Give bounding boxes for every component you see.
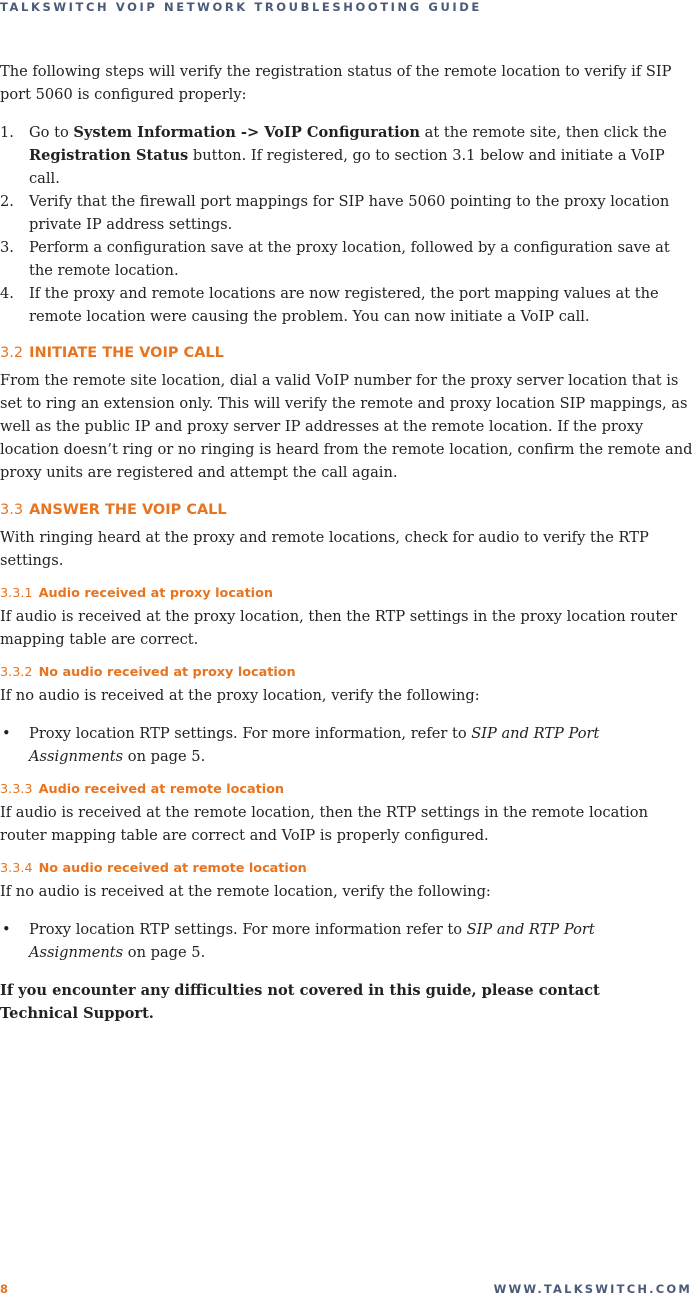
list-item	[0, 190, 693, 236]
cross-reference: SIP and RTP Port Assignments	[29, 921, 595, 961]
subsection-body: If audio is received at the remote location, then the RTP settings in the remote location router mapping table are correct and VoIP is properly configured.	[0, 804, 648, 844]
step-number: 4.	[0, 285, 14, 302]
section-heading-3-3	[0, 500, 693, 520]
document-body	[0, 60, 693, 1025]
subsection-number: 3.3.2	[0, 665, 33, 680]
list-item	[0, 121, 693, 190]
step-text: If the proxy and remote locations are now registered, the port mapping values at the remote location were causing the problem. You can now initiate a VoIP call.	[29, 285, 659, 325]
website-url: WWW.TALKSWITCH.COM	[493, 1282, 692, 1296]
step-number: 3.	[0, 239, 14, 256]
subsection-title: Audio received at remote location	[38, 782, 285, 797]
menu-path: System Information -> VoIP Configuration	[73, 124, 421, 141]
running-header: TALKSWITCH VOIP NETWORK TROUBLESHOOTING GUIDE	[0, 0, 482, 14]
cross-reference: SIP and RTP Port Assignments	[29, 725, 600, 765]
bullet-text: Proxy location RTP settings. For more information, refer to	[29, 725, 472, 742]
section-title: ANSWER THE VOIP CALL	[29, 502, 227, 518]
closing-text: If you encounter any difficulties not covered in this guide, please contact Technical Support.	[0, 982, 600, 1022]
section-body: From the remote site location, dial a valid VoIP number for the proxy server location that is set to ring an extension only. This will verify the remote and proxy location SIP mappings, as well as the public IP and proxy server IP addresses at the remote location. If the proxy location doesn’t ring or no ringing is heard from the remote location, confirm the remote and proxy units are registered and attempt the call again.	[0, 372, 693, 481]
subsection-title: No audio received at remote location	[38, 861, 307, 876]
subsection-number: 3.3.1	[0, 586, 33, 601]
section-body: With ringing heard at the proxy and remote locations, check for audio to verify the RTP settings.	[0, 529, 649, 569]
subsection-heading-3-3-4	[0, 860, 693, 878]
steps-list	[0, 121, 693, 328]
list-item	[0, 282, 693, 328]
subsection-title: Audio received at proxy location	[38, 586, 273, 601]
closing-note	[0, 979, 640, 1025]
intro-paragraph: The following steps will verify the registration status of the remote location to verify if SIP port 5060 is configured properly:	[0, 63, 672, 103]
step-text: at the remote site, then click the	[420, 124, 667, 141]
step-text: Perform a configuration save at the proxy location, followed by a configuration save at the remote location.	[29, 239, 670, 279]
list-item	[0, 236, 693, 282]
subsection-number: 3.3.3	[0, 782, 33, 797]
bullet-text: on page 5.	[123, 944, 206, 961]
subsection-title: No audio received at proxy location	[38, 665, 296, 680]
step-text: Verify that the firewall port mappings for SIP have 5060 pointing to the proxy location private IP address settings.	[29, 193, 670, 233]
page-number: 8	[0, 1282, 9, 1296]
list-item	[0, 918, 693, 964]
subsection-heading-3-3-3	[0, 781, 693, 799]
step-text: button. If registered, go to section 3.1 below and initiate a VoIP call.	[29, 147, 665, 187]
step-number: 2.	[0, 193, 14, 210]
bullet-text: Proxy location RTP settings. For more information refer to	[29, 921, 467, 938]
section-title: INITIATE THE VOIP CALL	[29, 345, 224, 361]
subsection-number: 3.3.4	[0, 861, 33, 876]
step-number: 1.	[0, 124, 14, 141]
list-item	[0, 722, 693, 768]
subsection-heading-3-3-1	[0, 585, 693, 603]
subsection-body: If no audio is received at the remote location, verify the following:	[0, 883, 491, 900]
section-heading-3-2	[0, 343, 693, 363]
bullet: •	[2, 921, 11, 938]
bullet: •	[2, 725, 11, 742]
section-number: 3.3	[0, 502, 24, 518]
section-number: 3.2	[0, 345, 24, 361]
subsection-body: If no audio is received at the proxy location, verify the following:	[0, 687, 480, 704]
subsection-heading-3-3-2	[0, 664, 693, 682]
button-name: Registration Status	[29, 147, 189, 164]
step-text: Go to	[29, 124, 74, 141]
subsection-body: If audio is received at the proxy location, then the RTP settings in the proxy location router mapping table are correct.	[0, 608, 677, 648]
bullet-text: on page 5.	[123, 748, 206, 765]
